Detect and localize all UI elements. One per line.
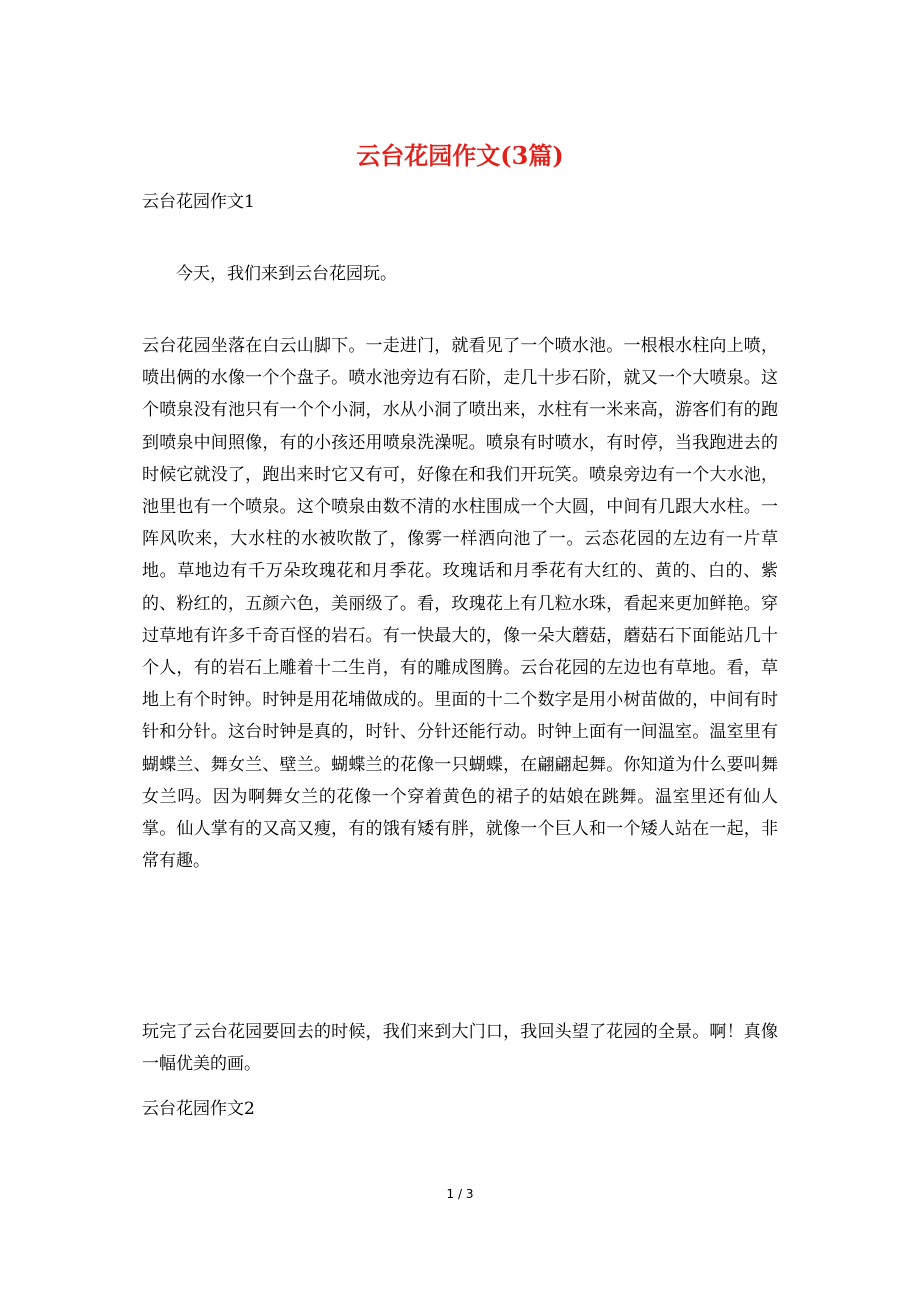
paragraph-intro: 今天，我们来到云台花园玩。 — [176, 264, 397, 284]
page-number: 1 / 3 — [446, 1187, 474, 1201]
document-title: 云台花园作文(3篇) — [356, 141, 564, 170]
paragraph-main: 云台花园坐落在白云山脚下。一走进门，就看见了一个喷水池。一根根水柱向上喷，喷出俩的水像一个个盘子。喷水池旁边有石阶，走几十步石阶，就又一个大喷泉。这个喷泉没有池只有一个个小洞，水从小洞了喷出来，水柱有一米来高，游客们有的跑到喷泉中间照像，有的小孩还用喷泉洗澡呢。喷泉有时喷水，有时停，当我跑进去的时候它就没了，跑出来时它又有可，好像在和我们开玩笑。喷泉旁边有一个大水池，池里也有一个喷泉。这个喷泉由数不清的水柱围成一个大圆，中间有几跟大水柱。一阵风吹来，大水柱的水被吹散了，像雾一样洒向池了一。云态花园的左边有一片草地。草地边有千万朵玫瑰花和月季花。玫瑰话和月季花有大红的、黄的、白的、紫的、粉红的，五颜六色，美丽级了。看，玫瑰花上有几粒水珠，看起来更加鲜艳。穿过草地有许多千奇百怪的岩石。有一快最大的，像一朵大蘑菇，蘑菇石下面能站几十个人，有的岩石上雕着十二生肖，有的雕成图腾。云台花园的左边也有草地。看，草地上有个时钟。时钟是用花埔做成的。里面的十二个数字是用小树苗做的，中间有时针和分针。这台时钟是真的，时针、分针还能行动。时钟上面有一间温室。温室里有蝴蝶兰、舞女兰、壁兰。蝴蝶兰的花像一只蝴蝶，在翩翩起舞。你知道为什么要叫舞女兰吗。因为啊舞女兰的花像一个穿着黄色的裙子的姑娘在跳舞。温室里还有仙人掌。仙人掌有的又高又瘦，有的饿有矮有胖，就像一个巨人和一个矮人站在一起，非常有趣。 — [142, 336, 778, 872]
section-heading-1: 云台花园作文1 — [142, 192, 255, 212]
paragraph-ending: 玩完了云台花园要回去的时候，我们来到大门口，我回头望了花园的全景。啊！真像一幅优美的画。 — [142, 1022, 778, 1075]
section-heading-2: 云台花园作文2 — [142, 1099, 255, 1119]
